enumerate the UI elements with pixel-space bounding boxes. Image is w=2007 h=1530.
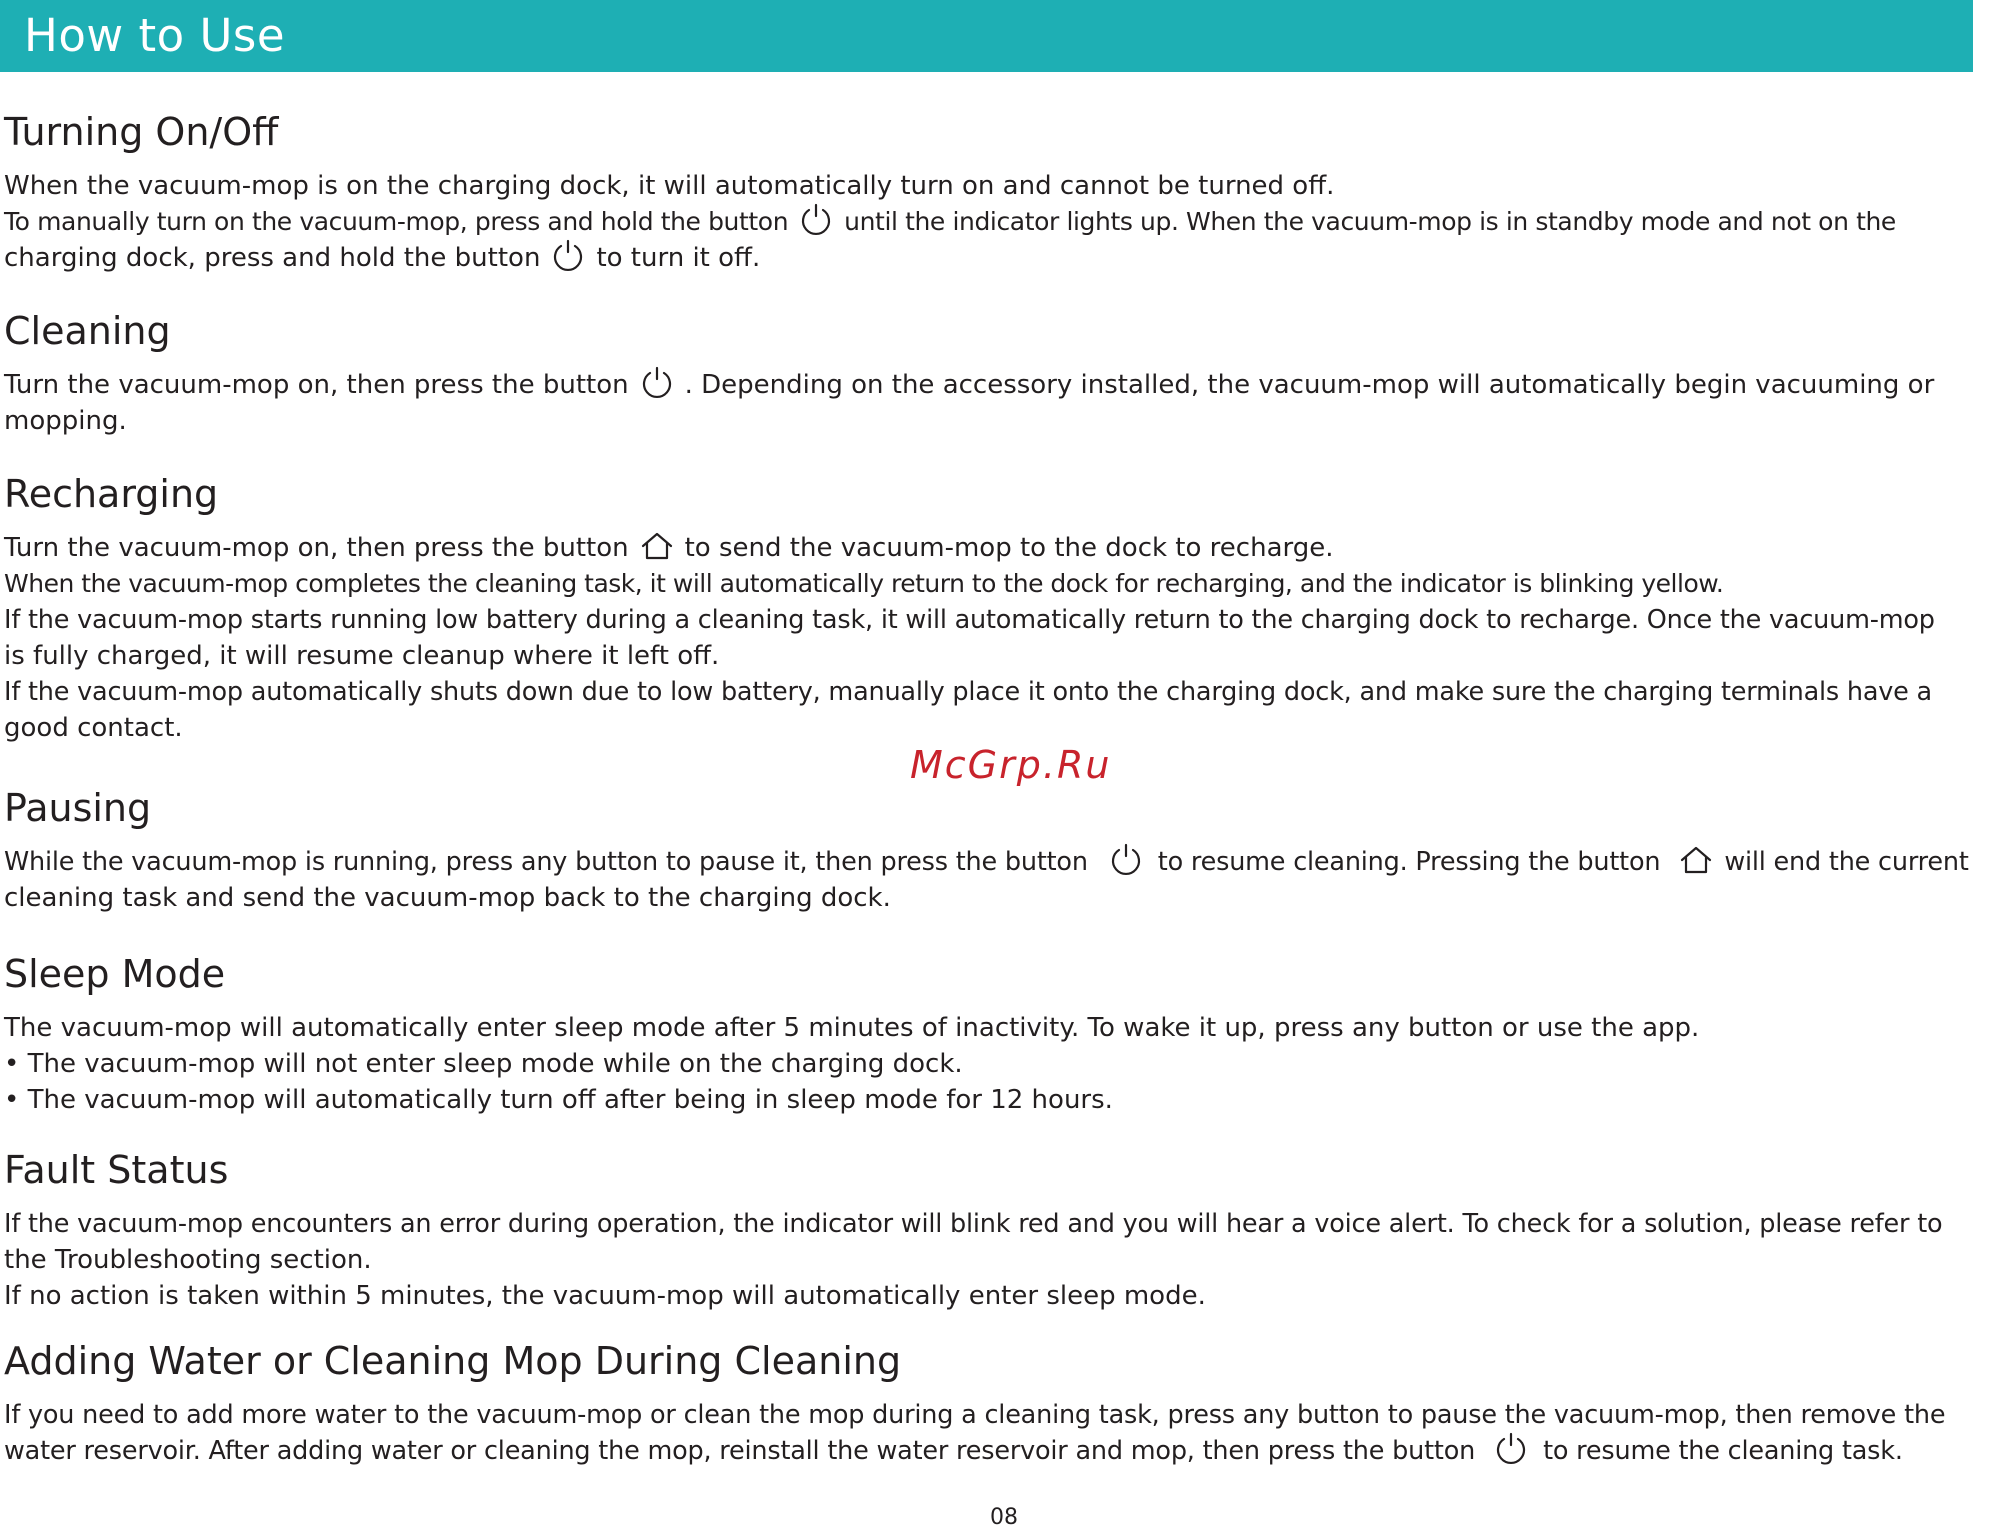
page-number: 08 [990, 1505, 1018, 1530]
text-segment: until the indicator lights up. When the vacuum-mop is in standby mode and not on the [844, 207, 1896, 236]
section-heading: Recharging [4, 472, 219, 516]
paragraph-line: good contact. [4, 713, 183, 743]
power-icon [639, 365, 675, 401]
section-heading: Pausing [4, 786, 152, 830]
text-segment: to send the vacuum-mop to the dock to recharge. [684, 533, 1334, 563]
section-pausing [4, 784, 1969, 916]
text-segment: . Depending on the accessory installed, the vacuum-mop will automatically begin vacuuming or [684, 370, 1935, 400]
paragraph-line [4, 204, 1896, 240]
paragraph-line: If the vacuum-mop automatically shuts down due to low battery, manually place it onto the charging dock, and make sure the charging terminals have a [4, 677, 1932, 707]
text-segment: to resume cleaning. Pressing the button [1157, 847, 1661, 877]
paragraph-line [4, 367, 1934, 403]
watermark: McGrp.Ru [910, 743, 1112, 787]
section-sleep-mode [4, 950, 1699, 1118]
section-body [4, 168, 1896, 276]
section-body [4, 530, 1935, 746]
power-icon [1493, 1431, 1529, 1467]
section-heading: Fault Status [4, 1148, 229, 1192]
paragraph-line: When the vacuum-mop is on the charging dock, it will automatically turn on and cannot be turned off. [4, 171, 1335, 201]
section-recharging [4, 470, 1935, 746]
paragraph-line: cleaning task and send the vacuum-mop back to the charging dock. [4, 883, 891, 913]
paragraph-line: If you need to add more water to the vacuum-mop or clean the mop during a cleaning task, press any button to pause the vacuum-mop, then remove the [4, 1400, 1946, 1430]
text-segment: will end the current [1724, 847, 1969, 877]
header-bar [0, 0, 1973, 72]
home-icon [1678, 842, 1714, 878]
text-segment: charging dock, press and hold the button [4, 243, 541, 273]
section-body [4, 1010, 1699, 1118]
list-item: • The vacuum-mop will not enter sleep mode while on the charging dock. [4, 1049, 963, 1079]
paragraph-line [4, 844, 1969, 880]
section-fault-status [4, 1146, 1942, 1314]
text-segment: Turn the vacuum-mop on, then press the button [4, 370, 629, 400]
text-segment: to resume the cleaning task. [1543, 1436, 1903, 1466]
paragraph-line: If no action is taken within 5 minutes, the vacuum-mop will automatically enter sleep mode. [4, 1281, 1206, 1311]
section-adding-water [4, 1337, 1945, 1469]
paragraph-line: If the vacuum-mop starts running low battery during a cleaning task, it will automatically return to the charging dock to recharge. Once the vacuum-mop [4, 605, 1935, 635]
paragraph-line: The vacuum-mop will automatically enter sleep mode after 5 minutes of inactivity. To wake it up, press any button or use the app. [4, 1013, 1700, 1043]
paragraph-line: mopping. [4, 406, 127, 436]
text-segment: To manually turn on the vacuum-mop, press and hold the button [4, 207, 789, 236]
paragraph-line [4, 530, 1935, 566]
section-heading: Sleep Mode [4, 952, 226, 996]
paragraph-line: is fully charged, it will resume cleanup where it left off. [4, 641, 720, 671]
paragraph-line: If the vacuum-mop encounters an error during operation, the indicator will blink red and you will hear a voice alert. To check for a solution, please refer to [4, 1209, 1943, 1239]
page-title: How to Use [24, 9, 286, 62]
power-icon [550, 238, 586, 274]
section-turning-on-off [4, 108, 1896, 276]
paragraph-line: the Troubleshooting section. [4, 1245, 372, 1275]
text-segment: water reservoir. After adding water or cleaning the mop, reinstall the water reservoir and mop, then press the button [4, 1436, 1476, 1466]
paragraph-line [4, 240, 1896, 276]
section-body [4, 1206, 1942, 1314]
section-heading: Turning On/Off [4, 110, 279, 154]
section-cleaning [4, 307, 1934, 439]
section-body [4, 844, 1969, 916]
paragraph-line: When the vacuum-mop completes the cleaning task, it will automatically return to the dock for recharging, and the indicator is blinking yellow. [4, 569, 1724, 598]
home-icon [639, 528, 675, 564]
text-segment: to turn it off. [596, 243, 761, 273]
text-segment: Turn the vacuum-mop on, then press the button [4, 533, 629, 563]
list-item: • The vacuum-mop will automatically turn off after being in sleep mode for 12 hours. [4, 1085, 1113, 1115]
section-heading: Cleaning [4, 309, 171, 353]
section-heading: Adding Water or Cleaning Mop During Cleaning [4, 1339, 902, 1383]
power-icon [798, 202, 834, 238]
section-body [4, 367, 1934, 439]
section-body [4, 1397, 1945, 1469]
power-icon [1108, 842, 1144, 878]
text-segment: While the vacuum-mop is running, press any button to pause it, then press the button [4, 847, 1088, 877]
paragraph-line [4, 1433, 1945, 1469]
